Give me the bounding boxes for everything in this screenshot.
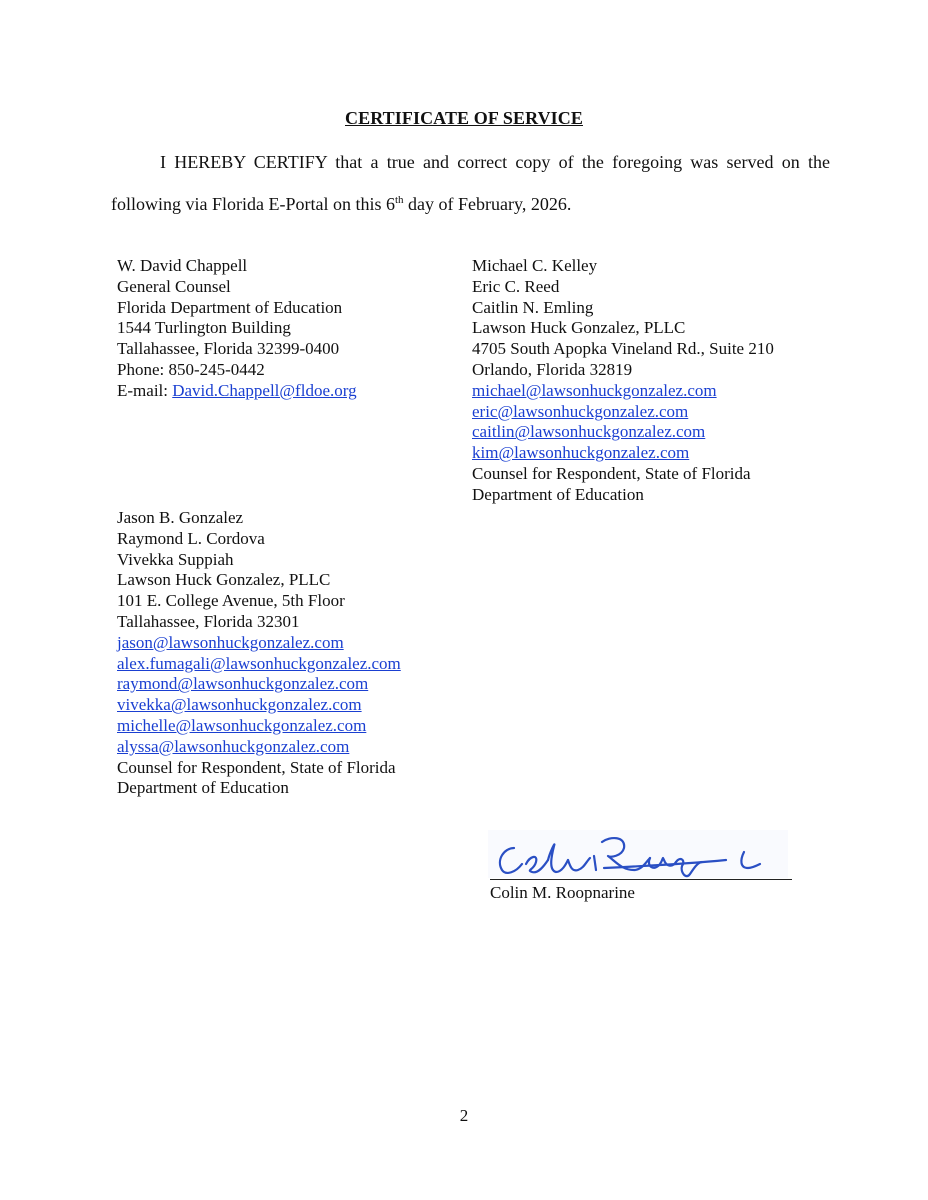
- email-link[interactable]: jason@lawsonhuckgonzalez.com: [117, 632, 344, 652]
- recipient-line: Lawson Huck Gonzalez, PLLC: [117, 570, 331, 590]
- certify-line-1: I HEREBY CERTIFY that a true and correct copy of the foregoing was served on the: [160, 152, 830, 172]
- recipient-line: Phone: 850-245-0442: [117, 359, 265, 379]
- certify-ordinal-suffix: th: [394, 194, 404, 206]
- signature-line: [490, 879, 792, 880]
- certify-line-2-end: day of February, 2026.: [403, 194, 572, 214]
- page-number: 2: [459, 1106, 469, 1125]
- recipient-line: Michael C. Kelley: [472, 256, 598, 275]
- recipient-line: 101 E. College Avenue, 5th Floor: [117, 591, 345, 611]
- recipient-line: 4705 South Apopka Vineland Rd., Suite 210: [472, 339, 774, 359]
- certificate-heading: CERTIFICATE OF SERVICE: [345, 108, 583, 128]
- counsel-line: Counsel for Respondent, State of Florida: [117, 757, 396, 777]
- email-link[interactable]: michelle@lawsonhuckgonzalez.com: [117, 715, 367, 735]
- email-link[interactable]: alyssa@lawsonhuckgonzalez.com: [117, 736, 350, 756]
- email-link[interactable]: alex.fumagali@lawsonhuckgonzalez.com: [117, 653, 401, 673]
- recipient-line: Jason B. Gonzalez: [117, 508, 244, 527]
- counsel-line: Department of Education: [472, 484, 644, 504]
- email-link[interactable]: raymond@lawsonhuckgonzalez.com: [117, 674, 369, 694]
- email-link[interactable]: vivekka@lawsonhuckgonzalez.com: [117, 695, 362, 715]
- counsel-line: Counsel for Respondent, State of Florida: [472, 463, 751, 483]
- email-prefix: E-mail:: [117, 380, 173, 400]
- recipient-line: Eric C. Reed: [472, 276, 560, 296]
- recipient-line: Florida Department of Education: [117, 297, 343, 317]
- recipient-line: Lawson Huck Gonzalez, PLLC: [472, 318, 686, 338]
- handwritten-signature: [486, 826, 792, 886]
- recipient-line: W. David Chappell: [117, 256, 248, 275]
- recipient-line: Vivekka Suppiah: [117, 549, 234, 569]
- signer-name: Colin M. Roopnarine: [490, 883, 635, 902]
- signature-mark-icon: [486, 826, 792, 886]
- recipient-line: Raymond L. Cordova: [117, 528, 265, 548]
- email-line: [117, 381, 357, 402]
- email-link[interactable]: michael@lawsonhuckgonzalez.com: [472, 380, 717, 400]
- counsel-line: Department of Education: [117, 778, 289, 798]
- recipient-line: Caitlin N. Emling: [472, 297, 594, 317]
- recipient-line: General Counsel: [117, 276, 231, 296]
- recipient-line: Orlando, Florida 32819: [472, 359, 633, 379]
- recipient-block-gonzalez: [117, 508, 401, 799]
- email-link[interactable]: kim@lawsonhuckgonzalez.com: [472, 443, 690, 463]
- recipient-line: Tallahassee, Florida 32301: [117, 611, 300, 631]
- email-link[interactable]: David.Chappell@fldoe.org: [172, 380, 357, 400]
- certify-line-2: [111, 194, 571, 215]
- recipient-line: 1544 Turlington Building: [117, 318, 291, 338]
- recipient-block-kelley: [472, 256, 774, 506]
- recipient-block-chappell: [117, 256, 357, 402]
- certify-line-2-start: following via Florida E-Portal on this 6: [111, 194, 395, 214]
- recipient-line: Tallahassee, Florida 32399-0400: [117, 339, 340, 359]
- email-link[interactable]: caitlin@lawsonhuckgonzalez.com: [472, 422, 706, 442]
- email-link[interactable]: eric@lawsonhuckgonzalez.com: [472, 401, 689, 421]
